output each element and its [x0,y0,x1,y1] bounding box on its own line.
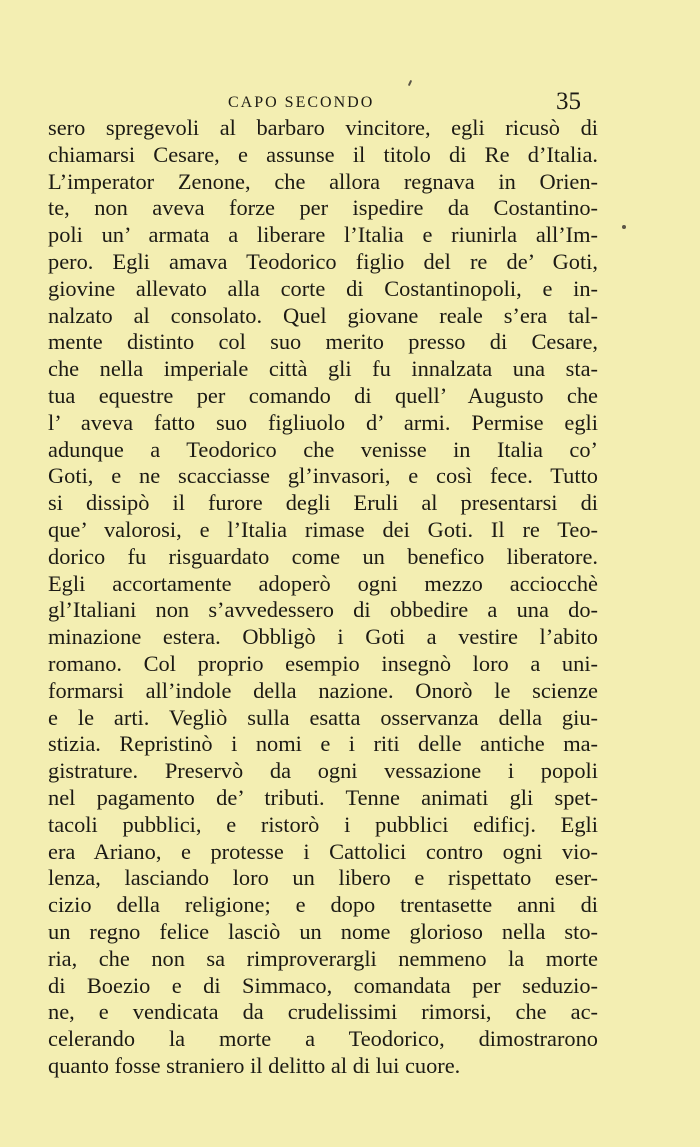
text-line: lenza, lasciando loro un libero e rispettato eser- [48,865,598,891]
text-line: celerando la morte a Teodorico, dimostrarono [48,1026,598,1052]
text-line: l’ aveva fatto suo figliuolo d’ armi. Permise egli [48,409,598,435]
paper-speck [408,80,412,86]
text-line: romano. Col proprio esempio insegnò loro a uni- [48,650,598,676]
text-line: di Boezio e di Simmaco, comandata per seduzio- [48,972,598,998]
text-line: chiamarsi Cesare, e assunse il titolo di Re d’Italia. [48,141,598,167]
text-line: sero spregevoli al barbaro vincitore, egli ricusò di [48,115,598,140]
text-line: adunque a Teodorico che venisse in Italia co’ [48,436,598,462]
text-line: minazione estera. Obbligò i Goti a vestire l’abito [48,624,598,650]
page-number: 35 [556,88,581,115]
text-line: mente distinto col suo merito presso di Cesare, [48,329,598,355]
text-line: tacoli pubblici, e ristorò i pubblici edificj. Egli [48,811,598,837]
text-line: quanto fosse straniero il delitto al di lui cuore. [48,1052,461,1078]
text-line: ria, che non sa rimproverargli nemmeno la morte [48,945,598,971]
text-line: gl’Italiani non s’avvedessero di obbedire a una do- [48,597,598,623]
text-line: te, non aveva forze per ispedire da Costantino- [48,195,598,221]
text-line: stizia. Repristinò i nomi e i riti delle antiche ma- [48,731,598,757]
text-line: tua equestre per comando di quell’ Augusto che [48,382,598,408]
text-line: cizio della religione; e dopo trentasette anni di [48,892,598,918]
text-line: poli un’ armata a liberare l’Italia e riunirla all’Im- [48,222,598,248]
text-line: nel pagamento de’ tributi. Tenne animati gli spet- [48,784,598,810]
text-line: gistrature. Preservò da ogni vessazione i popoli [48,758,598,784]
text-line: L’imperator Zenone, che allora regnava in Orien- [48,168,598,194]
text-line: Goti, e ne scacciasse gl’invasori, e così fece. Tutto [48,463,598,489]
body-text [48,115,598,1080]
text-line: un regno felice lasciò un nome glorioso nella sto- [48,918,598,944]
running-head: CAPO SECONDO [228,94,375,111]
text-line: dorico fu risguardato come un benefico liberatore. [48,543,598,569]
text-line: e le arti. Vegliò sulla esatta osservanza della giu- [48,704,598,730]
paper-speck [622,225,626,229]
text-line: que’ valorosi, e l’Italia rimase dei Goti. Il re Teo- [48,516,598,542]
text-line: nalzato al consolato. Quel giovane reale s’era tal- [48,302,598,328]
text-line: si dissipò il furore degli Eruli al presentarsi di [48,490,598,516]
text-line: giovine allevato alla corte di Costantinopoli, e in- [48,275,598,301]
text-line: era Ariano, e protesse i Cattolici contro ogni vio- [48,838,598,864]
text-line: Egli accortamente adoperò ogni mezzo acciocchè [48,570,598,596]
text-line: formarsi all’indole della nazione. Onorò le scienze [48,677,598,703]
text-line: pero. Egli amava Teodorico figlio del re de’ Goti, [48,248,598,274]
text-line: che nella imperiale città gli fu innalzata una sta- [48,356,598,382]
text-line: ne, e vendicata da crudelissimi rimorsi, che ac- [48,999,598,1025]
